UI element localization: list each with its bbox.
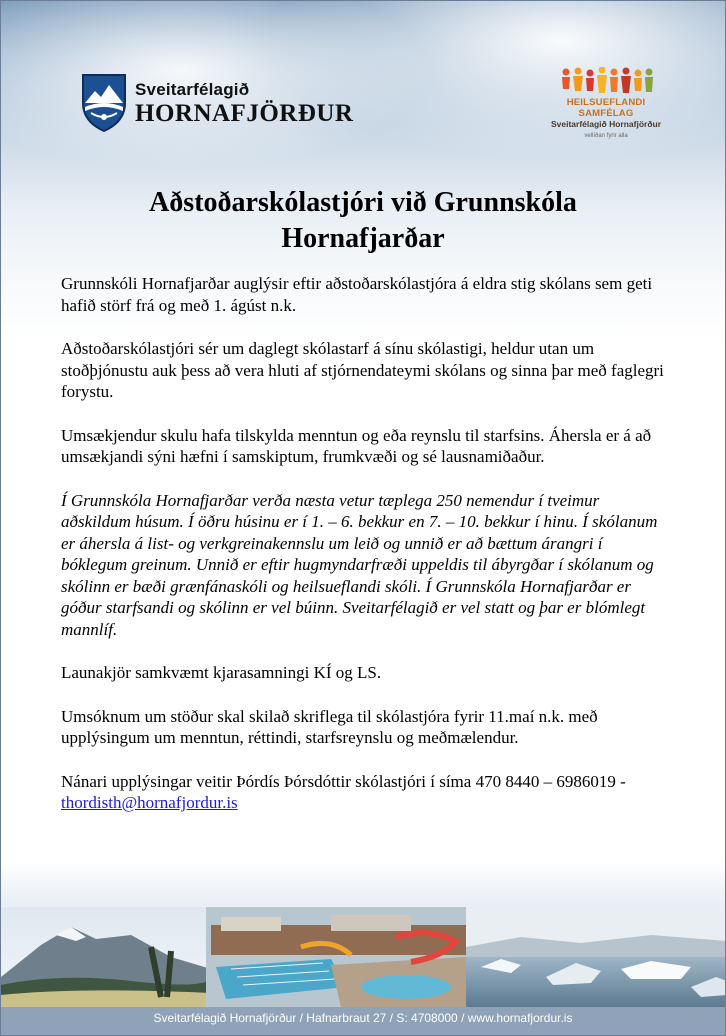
people-group-icon bbox=[558, 67, 654, 97]
logo-org-name: HORNAFJÖRÐUR bbox=[135, 99, 354, 127]
paragraph-intro: Grunnskóli Hornafjarðar auglýsir eftir aðstoðarskólastjóra á eldra stig skólans sem geti hafið störf frá og með 1. ágúst n.k. bbox=[61, 274, 653, 315]
paragraph-role: Aðstoðarskólastjóri sér um daglegt skólastarf á sínu skólastigi, heldur utan um stoðþjónustu auk þess að vera hluti af stjórnendateymi skólans og sinna þar með faglegri forystu. bbox=[61, 339, 664, 401]
logo-org-small: Sveitarfélagið bbox=[135, 79, 250, 99]
healthy-community-logo bbox=[541, 67, 671, 139]
landscape-photo-strip bbox=[1, 907, 726, 1007]
municipality-logo bbox=[81, 73, 354, 133]
contact-email-link[interactable]: thordisth@hornafjordur.is bbox=[61, 793, 238, 812]
hs-subtitle: Sveitarfélagið Hornafjörður bbox=[550, 119, 662, 129]
footer-contact-bar: Sveitarfélagið Hornafjörður / Hafnarbraut 27 / S: 4708000 / www.hornafjordur.is bbox=[1, 1007, 725, 1035]
contact-text: Nánari upplýsingar veitir Þórdís Þórsdóttir skólastjóri í síma 470 8440 – 6986019 - bbox=[61, 771, 626, 791]
paragraph-salary: Launakjör samkvæmt kjarasamningi KÍ og LS. bbox=[61, 663, 382, 682]
glacier-lagoon-scene bbox=[466, 907, 726, 1007]
title-line-2: Hornafjarðar bbox=[281, 223, 445, 254]
paragraph-contact bbox=[61, 771, 671, 814]
hs-title: HEILSUEFLANDI SAMFÉLAG bbox=[566, 97, 646, 119]
paragraph-application: Umsóknum um stöður skal skilað skriflega til skólastjóra fyrir 11.maí n.k. með upplýsingum um menntun, réttindi, starfsreynslu og meðmælendur. bbox=[61, 706, 598, 747]
ad-body bbox=[61, 273, 671, 836]
page-title bbox=[61, 185, 665, 257]
title-line-1: Aðstoðarskólastjóri við Grunnskóla bbox=[149, 187, 577, 218]
coat-of-arms-icon bbox=[81, 73, 127, 133]
paragraph-school-info: Í Grunnskóla Hornafjarðar verða næsta vetur tæplega 250 nemendur í tveimur aðskildum húsum. Í öðru húsinu er í 1. – 6. bekkur en 7. – 10. bekkur í hinu. Í skólanum er áhersla á list- og verkgreinakennslu um leið og unnið er að bættum árangri í bóklegum greinum. Unnið er eftir hugmyndarfræði uppeldis til ábyrgðar í skólanum og skólinn er bæði grænfánaskóli og heilsueflandi skóli. Í Grunnskóla Hornafjarðar er góður starfsandi og skólinn er vel búinn. Sveitarfélagið er vel statt og þar er blómlegt mannlíf. bbox=[61, 490, 658, 639]
hs-tagline: vellíðan fyrir alla bbox=[584, 133, 628, 139]
paragraph-requirements: Umsækjendur skulu hafa tilskylda menntun og eða reynslu til starfsins. Áhersla er á að umsækjandi sýni hæfni í samskiptum, frumkvæði og sé lausnamiðaður. bbox=[61, 425, 652, 466]
pool-scene bbox=[206, 907, 471, 1007]
